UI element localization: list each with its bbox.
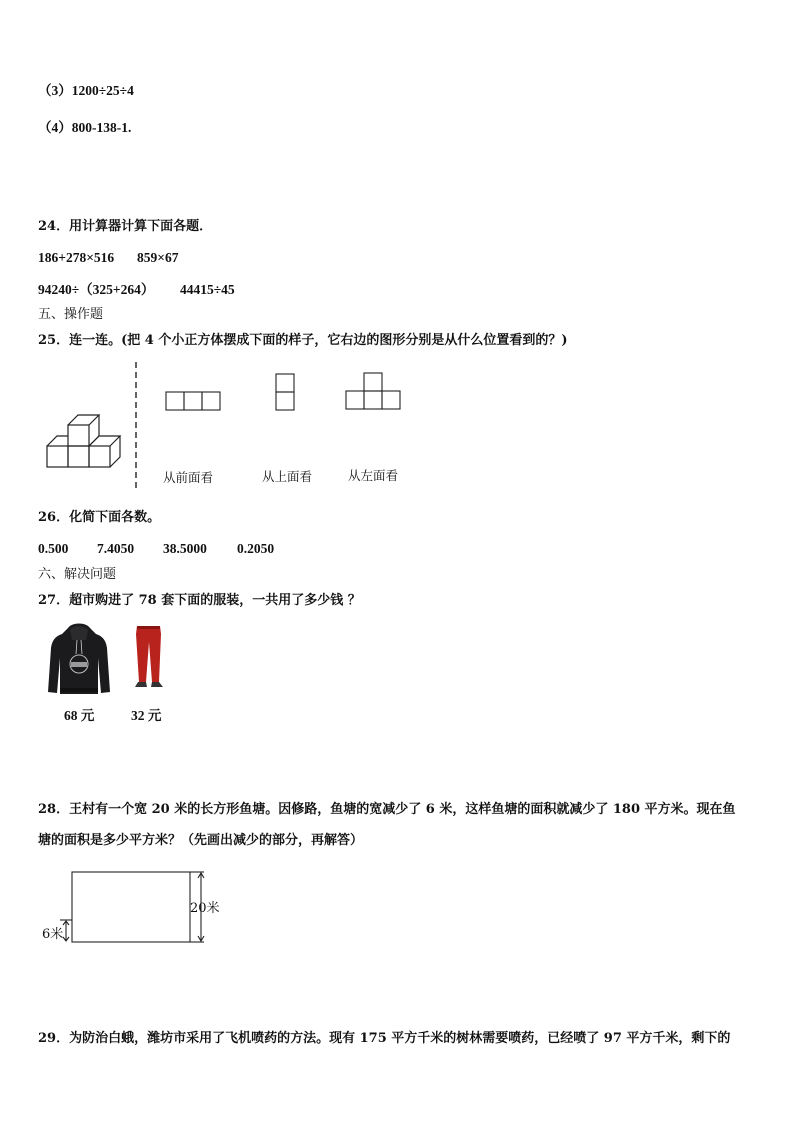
section-five-heading: 五、操作题 (38, 307, 104, 322)
view-label-front: 从前面看 (163, 470, 214, 485)
q24-expr-1: 186+278×516 (38, 250, 115, 265)
pond-width-label: 20米 (190, 901, 220, 916)
q26-number-3: 38.5000 (163, 541, 207, 556)
q26-number-4: 0.2050 (237, 541, 275, 556)
q23-item3: （3）1200÷25÷4 (38, 83, 134, 98)
view-label-top: 从上面看 (262, 469, 313, 484)
front-view-figure (165, 391, 223, 413)
q24-expr-3: 94240÷（325+264） (38, 282, 155, 297)
q27-title: 27．超市购进了 78 套下面的服装，一共用了多少钱 ？ (38, 593, 361, 608)
hoodie-price: 68 元 (64, 708, 95, 723)
top-view-figure (275, 373, 297, 413)
red-pants-image (132, 624, 166, 688)
pond-reduction-label: 6米 (42, 927, 64, 942)
q24-expr-4: 44415÷45 (180, 282, 235, 297)
pants-price: 32 元 (131, 708, 162, 723)
q26-number-1: 0.500 (38, 541, 69, 556)
view-label-left: 从左面看 (348, 468, 399, 483)
q24-title: 24．用计算器计算下面各题． (38, 219, 213, 234)
q29-text-line1: 29．为防治白蛾，潍坊市采用了飞机喷药的方法。现有 175 平方千米的树林需要喷药，已经喷了 97 平方千米，剩下的 (38, 1031, 731, 1046)
q28-text-line2: 塘的面积是多少平方米？（先画出减少的部分，再解答） (38, 833, 364, 848)
q26-title: 26．化简下面各数。 (38, 510, 161, 525)
cube-stack-figure (44, 410, 126, 470)
q25-title: 25．连一连。(把 4 个小正方体摆成下面的样子，它右边的图形分别是从什么位置看到的？) (38, 333, 568, 348)
q28-text-line1: 28．王村有一个宽 20 米的长方形鱼塘。因修路，鱼塘的宽减少了 6 米，这样鱼塘的面积就减少了 180 平方米。现在鱼 (38, 802, 736, 817)
q24-expr-2: 859×67 (137, 250, 179, 265)
hoodie-image (46, 622, 112, 696)
left-view-figure (345, 372, 403, 412)
q26-number-2: 7.4050 (97, 541, 135, 556)
pond-rectangle-diagram (58, 868, 208, 948)
dashed-divider (133, 362, 139, 492)
section-six-heading: 六、解决问题 (38, 567, 117, 582)
q23-item4: （4）800-138-1. (38, 120, 132, 135)
